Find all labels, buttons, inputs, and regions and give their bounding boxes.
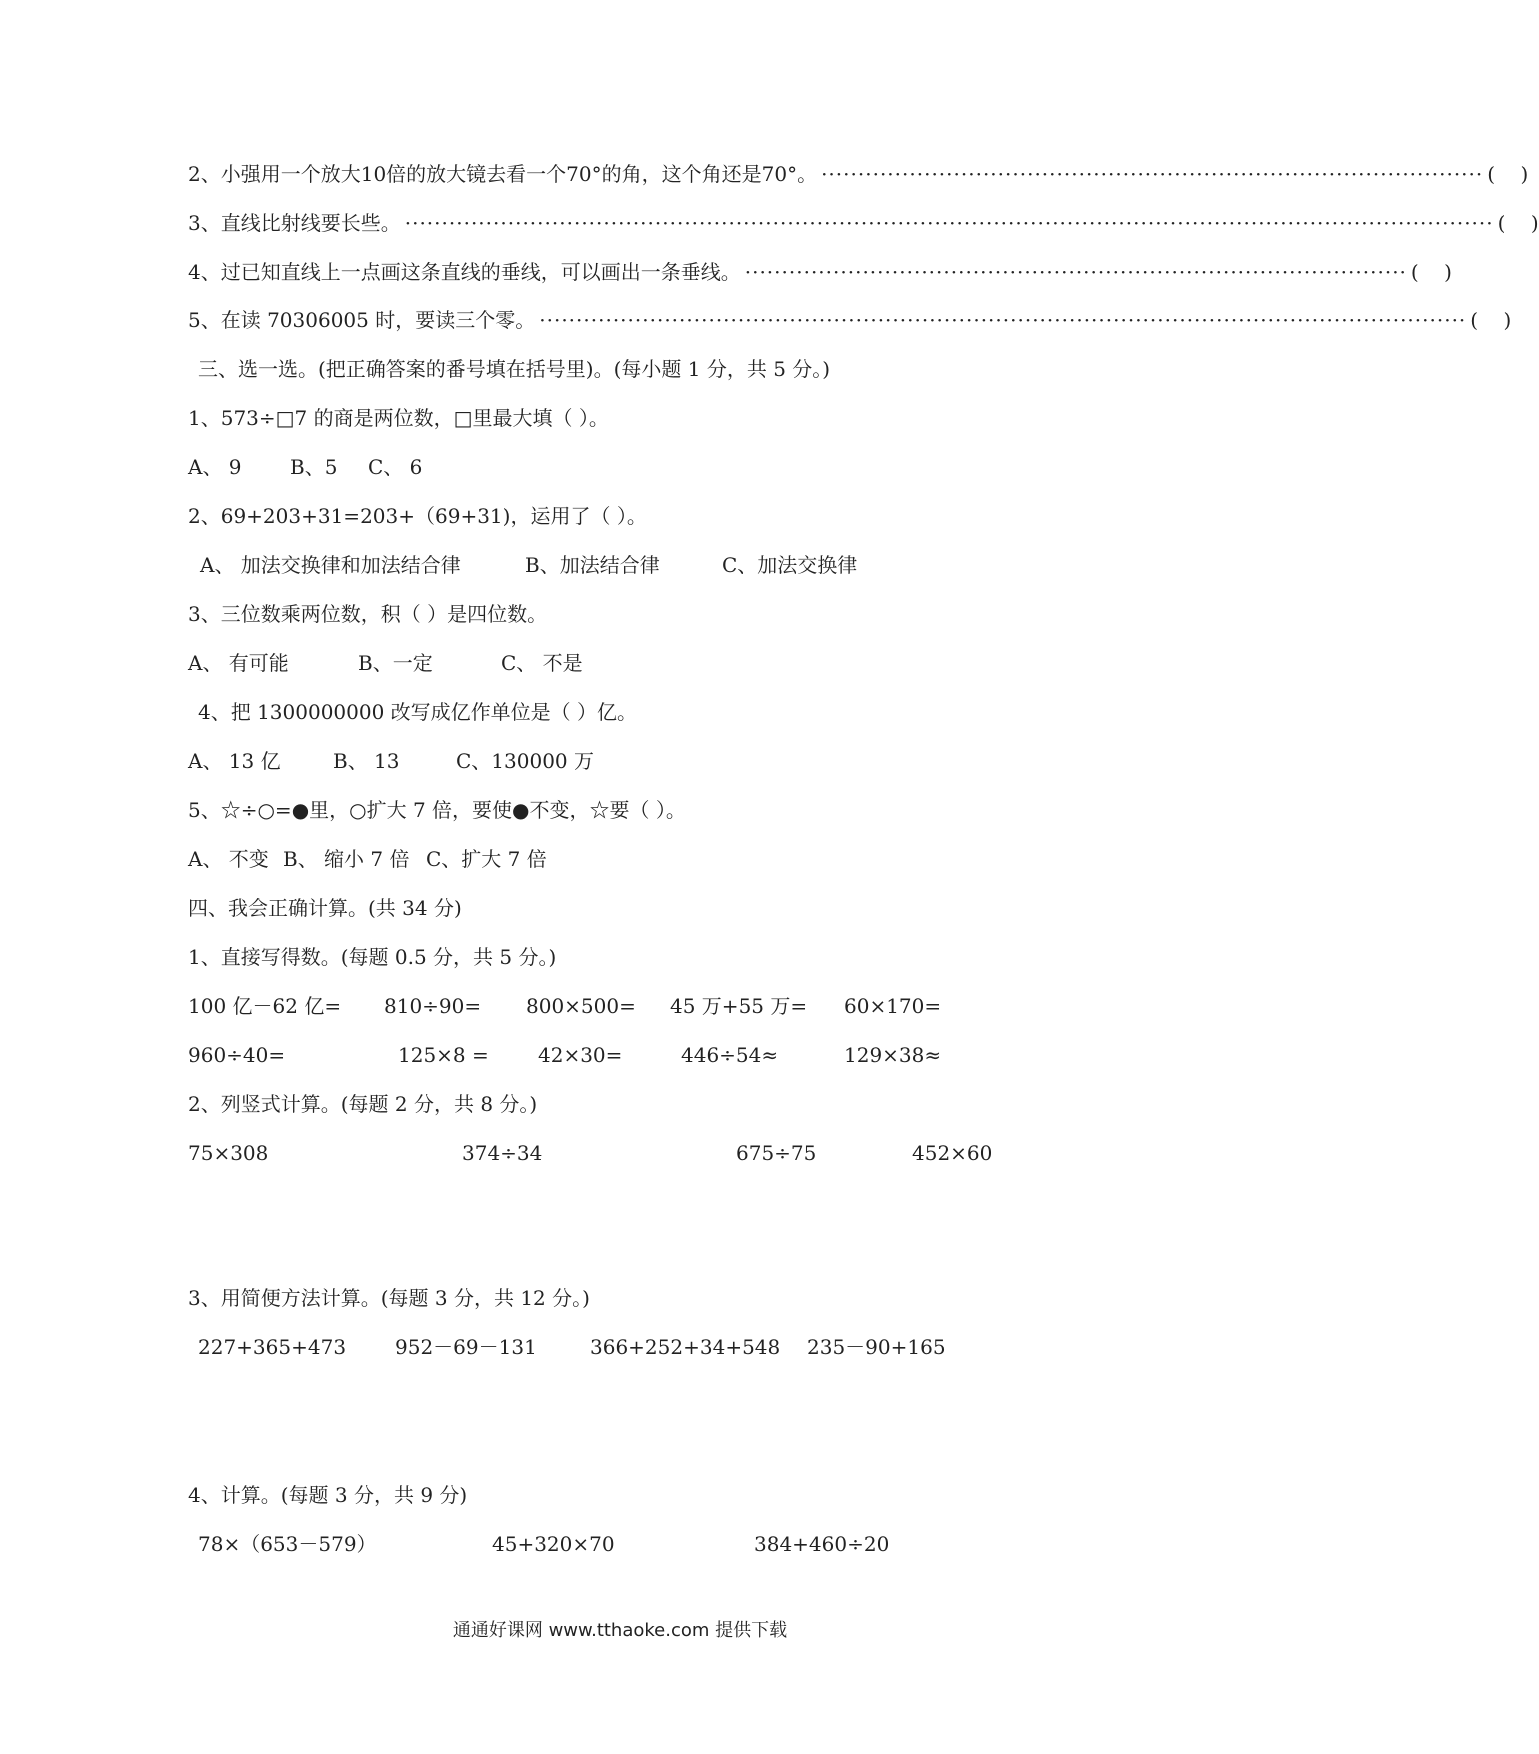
choice-q3-options (188, 649, 1088, 677)
calc-item: 952－69－131 (395, 1335, 537, 1359)
option-b[interactable]: B、5 (290, 455, 338, 479)
choice-q1-options (188, 453, 1088, 481)
dotted-leader: ···················································································································································· (404, 211, 1494, 235)
choice-q1: 1、573÷□7 的商是两位数，□里最大填（ ）。 (188, 406, 609, 430)
calc-item: 75×308 (188, 1141, 269, 1165)
vertical-calc-row (188, 1139, 1088, 1167)
math-item: 960÷40= (188, 1043, 286, 1067)
answer-parens[interactable]: ( ) (1410, 260, 1452, 284)
choice-q5: 5、☆÷○=●里，○扩大 7 倍，要使●不变，☆要（ ）。 (188, 798, 686, 822)
option-c[interactable]: C、扩大 7 倍 (426, 847, 547, 871)
choice-q2-options (200, 551, 1100, 579)
answer-parens[interactable]: ( ) (1487, 162, 1529, 186)
calc-item: 45+320×70 (492, 1532, 615, 1556)
calc-item: 452×60 (912, 1141, 993, 1165)
answer-parens[interactable]: ( ) (1497, 211, 1539, 235)
option-a[interactable]: A、 加法交换律和加法结合律 (200, 553, 461, 577)
dotted-leader: ·························································································· (821, 162, 1484, 186)
math-item: 810÷90= (384, 994, 482, 1018)
mental-math-row-2 (188, 1041, 1088, 1069)
judge-item-3 (188, 209, 1539, 237)
math-item: 60×170= (844, 994, 942, 1018)
option-c[interactable]: C、 不是 (501, 651, 583, 675)
option-a[interactable]: A、 不变 (188, 847, 269, 871)
judge-item-5 (188, 306, 1512, 334)
footer-source: 通通好课网 www.tthaoke.com 提供下载 (452, 1620, 788, 1641)
judge-item-2 (188, 160, 1529, 188)
math-item: 800×500= (526, 994, 636, 1018)
math-item: 42×30= (538, 1043, 623, 1067)
option-a[interactable]: A、 13 亿 (188, 749, 281, 773)
choice-q4-options (188, 747, 1088, 775)
judge-item-4 (188, 258, 1452, 286)
mental-math-row-1 (188, 992, 1088, 1020)
answer-parens[interactable]: ( ) (1470, 308, 1512, 332)
calc-item: 384+460÷20 (754, 1532, 890, 1556)
option-a[interactable]: A、 有可能 (188, 651, 289, 675)
judge-item-text: 2、小强用一个放大10倍的放大镜去看一个70°的角，这个角还是70°。 (188, 162, 818, 186)
simplified-calc-row (198, 1333, 1098, 1361)
option-b[interactable]: B、 13 (333, 749, 400, 773)
calc-item: 366+252+34+548 (590, 1335, 781, 1359)
judge-item-text: 5、在读 70306005 时，要读三个零。 (188, 308, 536, 332)
math-item: 446÷54≈ (681, 1043, 779, 1067)
calc-item: 235－90+165 (807, 1335, 946, 1359)
choice-q3: 3、三位数乘两位数，积（ ）是四位数。 (188, 602, 548, 626)
judge-item-text: 4、过已知直线上一点画这条直线的垂线，可以画出一条垂线。 (188, 260, 741, 284)
section-3-title: 三、选一选。(把正确答案的番号填在括号里)。(每小题 1 分，共 5 分。) (198, 357, 831, 381)
dotted-leader: ·························································································· (744, 260, 1407, 284)
part-4-title: 4、计算。(每题 3 分，共 9 分) (188, 1483, 468, 1507)
choice-q4: 4、把 1300000000 改写成亿作单位是（ ）亿。 (198, 700, 638, 724)
part-1-title: 1、直接写得数。(每题 0.5 分，共 5 分。) (188, 945, 557, 969)
choice-q2: 2、69+203+31=203+（69+31)，运用了（ ）。 (188, 504, 647, 528)
judge-item-text: 3、直线比射线要长些。 (188, 211, 401, 235)
option-b[interactable]: B、一定 (358, 651, 433, 675)
dotted-leader: ······························································································································ (539, 308, 1467, 332)
section-4-title: 四、我会正确计算。(共 34 分) (188, 896, 462, 920)
part-3-title: 3、用简便方法计算。(每题 3 分，共 12 分。) (188, 1286, 590, 1310)
math-item: 45 万+55 万= (670, 994, 808, 1018)
option-b[interactable]: B、加法结合律 (525, 553, 660, 577)
calc-item: 227+365+473 (198, 1335, 347, 1359)
option-b[interactable]: B、 缩小 7 倍 (283, 847, 410, 871)
option-a[interactable]: A、 9 (188, 455, 242, 479)
choice-q5-options (188, 845, 1088, 873)
math-item: 125×8 = (398, 1043, 489, 1067)
option-c[interactable]: C、 6 (368, 455, 423, 479)
math-item: 129×38≈ (844, 1043, 942, 1067)
calc-item: 78×（653－579） (198, 1532, 377, 1556)
calc-row (198, 1530, 1098, 1558)
option-c[interactable]: C、加法交换律 (722, 553, 858, 577)
option-c[interactable]: C、130000 万 (456, 749, 595, 773)
math-item: 100 亿－62 亿= (188, 994, 342, 1018)
calc-item: 374÷34 (462, 1141, 543, 1165)
calc-item: 675÷75 (736, 1141, 817, 1165)
part-2-title: 2、列竖式计算。(每题 2 分，共 8 分。) (188, 1092, 538, 1116)
